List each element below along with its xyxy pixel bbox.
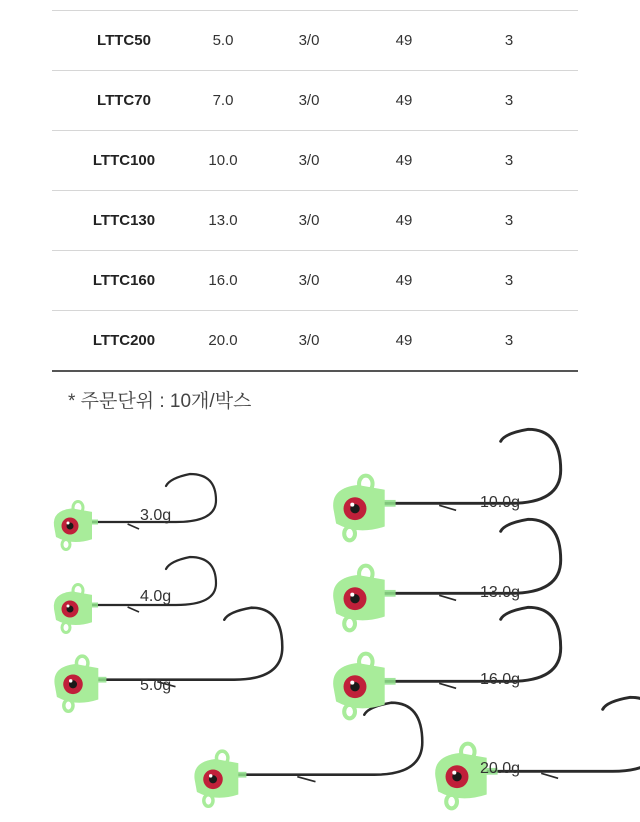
model-cell: LTTC200 xyxy=(92,332,156,349)
weight-cell: 7.0 xyxy=(212,92,234,109)
weight-label: 16.0g xyxy=(480,671,521,688)
weight-cell: 20.0 xyxy=(208,332,238,349)
weight-cell: 13.0 xyxy=(208,212,238,229)
hook-size-cell: 3/0 xyxy=(298,272,320,289)
weight-label: 10.0g xyxy=(480,494,521,511)
weight-label: 13.0g xyxy=(480,584,521,601)
value-cell: 3 xyxy=(504,32,514,49)
model-cell: LTTC70 xyxy=(97,92,151,109)
table-row xyxy=(52,251,578,311)
hook-size-cell: 3/0 xyxy=(298,212,320,229)
jig-head-drawing xyxy=(328,643,571,732)
weight-label: 5.0g xyxy=(140,677,172,694)
hook-size-cell: 3/0 xyxy=(298,332,320,349)
hook-size-cell: 3/0 xyxy=(298,92,320,109)
weight-label: 3.0g xyxy=(140,507,172,524)
weight-cell: 10.0 xyxy=(208,152,238,169)
value-cell: 49 xyxy=(395,212,413,229)
model-cell: LTTC160 xyxy=(92,272,156,289)
jig-head-drawing xyxy=(190,740,432,821)
value-cell: 3 xyxy=(504,92,514,109)
jig-head-drawing xyxy=(50,490,226,564)
model-cell: LTTC50 xyxy=(97,32,151,49)
value-cell: 49 xyxy=(395,332,413,349)
value-cell: 49 xyxy=(395,272,413,289)
table-row xyxy=(52,11,578,71)
value-cell: 49 xyxy=(395,152,413,169)
table-row xyxy=(52,311,578,372)
hook-size-cell: 3/0 xyxy=(298,152,320,169)
value-cell: 49 xyxy=(395,92,413,109)
order-unit-note: * 주문단위 : 10개/박스 xyxy=(68,391,252,412)
weight-label: 20.0g xyxy=(480,760,521,777)
weight-label: 4.0g xyxy=(140,588,172,605)
table-row xyxy=(52,131,578,191)
value-cell: 3 xyxy=(504,152,514,169)
jig-head-drawing xyxy=(328,465,571,554)
jig-head-drawing xyxy=(50,645,292,726)
weight-cell: 16.0 xyxy=(208,272,238,289)
weight-cell: 5.0 xyxy=(212,32,234,49)
value-cell: 3 xyxy=(504,212,514,229)
jig-head-drawing xyxy=(50,573,226,647)
model-cell: LTTC100 xyxy=(92,152,156,169)
jig-head-drawing xyxy=(430,733,640,822)
table-row xyxy=(52,71,578,131)
value-cell: 49 xyxy=(395,32,413,49)
jig-head-drawing xyxy=(328,555,571,644)
value-cell: 3 xyxy=(504,332,514,349)
hook-size-cell: 3/0 xyxy=(298,32,320,49)
table-row xyxy=(52,191,578,251)
spec-table xyxy=(52,10,578,372)
value-cell: 3 xyxy=(504,272,514,289)
model-cell: LTTC130 xyxy=(92,212,156,229)
